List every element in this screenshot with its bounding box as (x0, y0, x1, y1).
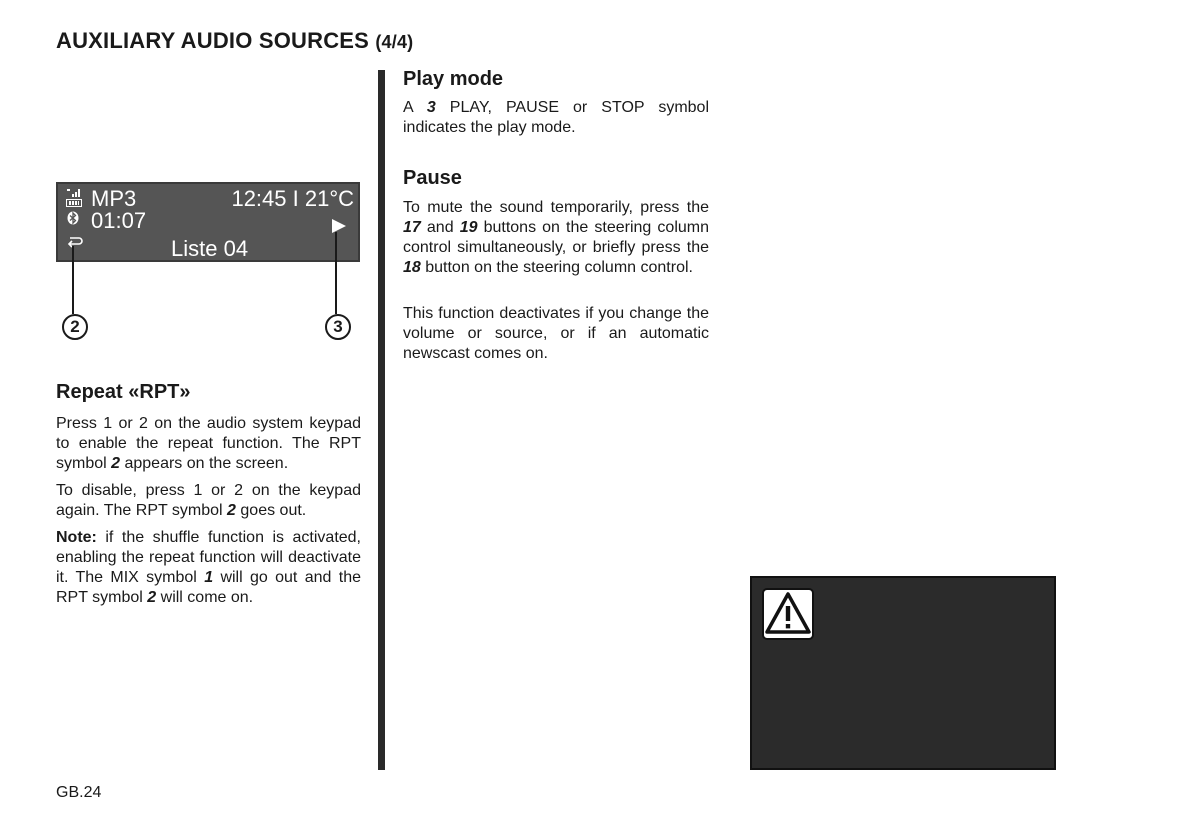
text-run: buttons on the steering column control simultaneously, or briefly press the (403, 219, 709, 256)
callout-leader-line (335, 232, 337, 314)
text-run: goes out. (235, 502, 307, 519)
text-run: Press 1 or 2 on the audio system keypad to enable the repeat function. The RPT symbol (56, 415, 361, 472)
ref-number: 18 (403, 259, 421, 276)
ref-number: 19 (459, 219, 478, 236)
callout-repeat: 2 (62, 314, 88, 340)
ref-number: 2 (111, 455, 121, 472)
ref-number: 2 (147, 589, 157, 606)
text-run: To disable, press 1 or 2 on the keypad again. The RPT symbol (56, 482, 361, 519)
warning-box (750, 576, 1056, 770)
repeat-note (56, 528, 361, 608)
bluetooth-icon (67, 211, 79, 225)
repeat-paragraph-enable (56, 414, 361, 474)
page-number: GB.24 (56, 784, 102, 801)
pause-paragraph-deactivate: This function deactivates if you change the volume or source, or if an automatic newscast comes on. (403, 305, 709, 362)
text-run: button on the steering column control. (420, 259, 693, 276)
audio-display-illustration (56, 182, 360, 262)
page-fraction: (4/4) (375, 32, 414, 52)
play-mode-heading: Play mode (403, 68, 504, 90)
display-clock-temperature: 12:45 I 21°C (231, 186, 354, 211)
pause-heading: Pause (403, 167, 462, 189)
column-divider (378, 70, 385, 770)
note-label: Note: (56, 529, 97, 546)
text-run: appears on the screen. (120, 455, 289, 472)
warning-icon (762, 588, 814, 640)
ref-number: 2 (227, 502, 236, 519)
play-icon (332, 219, 346, 233)
text-run: To mute the sound temporarily, press the (403, 199, 709, 216)
text-run: A (403, 99, 427, 116)
display-elapsed-time: 01:07 (91, 208, 147, 233)
callout-play: 3 (325, 314, 351, 340)
repeat-icon (66, 236, 84, 248)
page-title (56, 28, 413, 54)
page-title-text: AUXILIARY AUDIO SOURCES (56, 28, 370, 53)
display-track-name: Liste 04 (171, 236, 249, 261)
text-run: will come on. (156, 589, 254, 606)
text-run: PLAY, PAUSE or STOP symbol indicates the play mode. (403, 99, 710, 136)
pause-paragraph-mute (403, 198, 709, 278)
signal-icon (67, 189, 81, 197)
ref-number: 1 (204, 569, 214, 586)
callout-leader-line (72, 246, 74, 314)
repeat-heading: Repeat «RPT» (56, 381, 191, 403)
repeat-paragraph-disable (56, 481, 361, 521)
ref-number: 3 (426, 99, 436, 116)
display-source: MP3 (91, 186, 137, 211)
battery-icon (66, 199, 82, 207)
text-run: and (420, 219, 460, 236)
text-run: if the shuffle function is activated, enabling the repeat function will deactivate it. The MIX symbol (56, 529, 361, 586)
ref-number: 17 (403, 219, 421, 236)
play-mode-paragraph (403, 98, 709, 138)
text-run: will go out and the RPT symbol (56, 569, 361, 606)
